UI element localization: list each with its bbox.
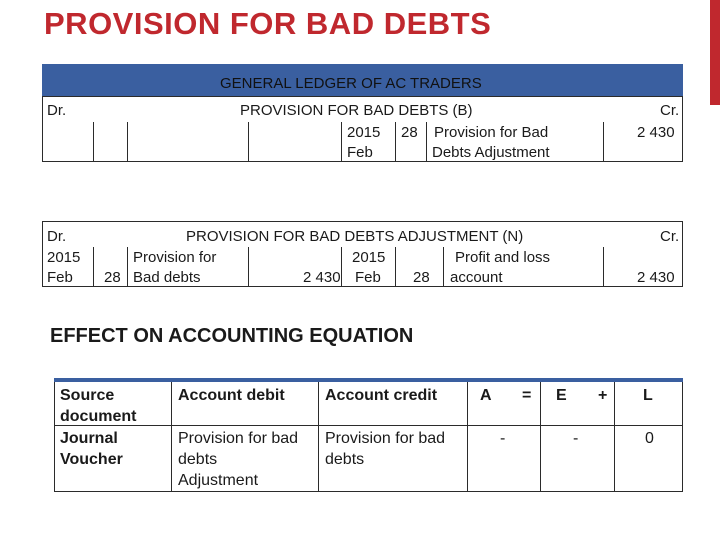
account2-debit-year: 2015 bbox=[47, 249, 81, 266]
column-divider bbox=[248, 122, 249, 162]
effect-left-border bbox=[54, 382, 55, 492]
account2-debit-details-1: Provision for bbox=[133, 249, 217, 266]
account2-cr-label: Cr. bbox=[660, 228, 680, 245]
row-liabilities: 0 bbox=[645, 430, 654, 447]
column-divider bbox=[127, 122, 128, 162]
header-assets: A bbox=[480, 387, 492, 404]
column-divider bbox=[318, 382, 319, 492]
row-source-1: Journal bbox=[60, 430, 118, 447]
column-divider bbox=[443, 247, 444, 287]
account1-credit-day: 28 bbox=[401, 124, 418, 141]
account2-debit-day: 28 bbox=[104, 269, 121, 286]
column-divider bbox=[93, 247, 94, 287]
account2-debit-month: Feb bbox=[47, 269, 73, 286]
row-credit-2: debts bbox=[325, 451, 365, 468]
account1-right-border bbox=[682, 96, 683, 162]
effect-heading: EFFECT ON ACCOUNTING EQUATION bbox=[50, 325, 414, 347]
header-equity: E bbox=[556, 387, 567, 404]
column-divider bbox=[127, 247, 128, 287]
header-source-2: document bbox=[60, 408, 137, 425]
account2-right-border bbox=[682, 221, 683, 287]
account1-bottom-line bbox=[42, 161, 683, 162]
column-divider bbox=[603, 247, 604, 287]
column-divider bbox=[341, 122, 342, 162]
column-divider bbox=[93, 122, 94, 162]
column-divider bbox=[540, 382, 541, 492]
account1-name: PROVISION FOR BAD DEBTS (B) bbox=[240, 102, 473, 119]
account2-credit-day: 28 bbox=[413, 269, 430, 286]
account2-top-line bbox=[42, 221, 683, 222]
account2-name: PROVISION FOR BAD DEBTS ADJUSTMENT (N) bbox=[186, 228, 524, 245]
column-divider bbox=[395, 247, 396, 287]
header-debit: Account debit bbox=[178, 387, 285, 404]
column-divider bbox=[467, 382, 468, 492]
row-debit-3: Adjustment bbox=[178, 472, 259, 489]
account2-credit-month: Feb bbox=[355, 269, 381, 286]
account1-top-line bbox=[42, 96, 683, 97]
page-title: PROVISION FOR BAD DEBTS bbox=[44, 6, 492, 41]
account1-left-border bbox=[42, 96, 43, 162]
header-liabilities: L bbox=[643, 387, 653, 404]
row-assets: - bbox=[500, 430, 506, 447]
account2-credit-details-1: Profit and loss bbox=[455, 249, 551, 266]
header-source-1: Source bbox=[60, 387, 115, 404]
row-equity: - bbox=[573, 430, 579, 447]
account2-left-border bbox=[42, 221, 43, 287]
account1-credit-details-1: Provision for Bad bbox=[434, 124, 549, 141]
column-divider bbox=[341, 247, 342, 287]
ledger-heading: GENERAL LEDGER OF AC TRADERS bbox=[220, 75, 482, 92]
account1-credit-details-2: Debts Adjustment bbox=[432, 144, 550, 161]
account2-dr-label: Dr. bbox=[47, 228, 67, 245]
row-debit-1: Provision for bad bbox=[178, 430, 299, 447]
effect-table-top-rule bbox=[54, 378, 683, 382]
row-credit-1: Provision for bad bbox=[325, 430, 446, 447]
account2-credit-details-2: account bbox=[450, 269, 503, 286]
column-divider bbox=[614, 382, 615, 492]
account2-debit-details-2: Bad debts bbox=[133, 269, 201, 286]
row-source-2: Voucher bbox=[60, 451, 123, 468]
row-debit-2: debts bbox=[178, 451, 218, 468]
account2-credit-amount: 2 430 bbox=[637, 269, 675, 286]
effect-row-divider bbox=[54, 425, 683, 426]
header-equals: = bbox=[522, 387, 532, 404]
account2-bottom-line bbox=[42, 286, 683, 287]
column-divider bbox=[426, 122, 427, 162]
account1-credit-year: 2015 bbox=[347, 124, 381, 141]
account1-credit-amount: 2 430 bbox=[637, 124, 675, 141]
column-divider bbox=[171, 382, 172, 492]
accent-bar bbox=[710, 0, 720, 105]
account2-credit-year: 2015 bbox=[352, 249, 386, 266]
account1-cr-label: Cr. bbox=[660, 102, 680, 119]
account2-debit-amount: 2 430 bbox=[303, 269, 341, 286]
column-divider bbox=[395, 122, 396, 162]
header-credit: Account credit bbox=[325, 387, 438, 404]
account1-dr-label: Dr. bbox=[47, 102, 67, 119]
column-divider bbox=[603, 122, 604, 162]
column-divider bbox=[248, 247, 249, 287]
account1-credit-month: Feb bbox=[347, 144, 373, 161]
header-plus: + bbox=[598, 387, 608, 404]
effect-right-border bbox=[682, 382, 683, 492]
effect-bottom-line bbox=[54, 491, 683, 492]
